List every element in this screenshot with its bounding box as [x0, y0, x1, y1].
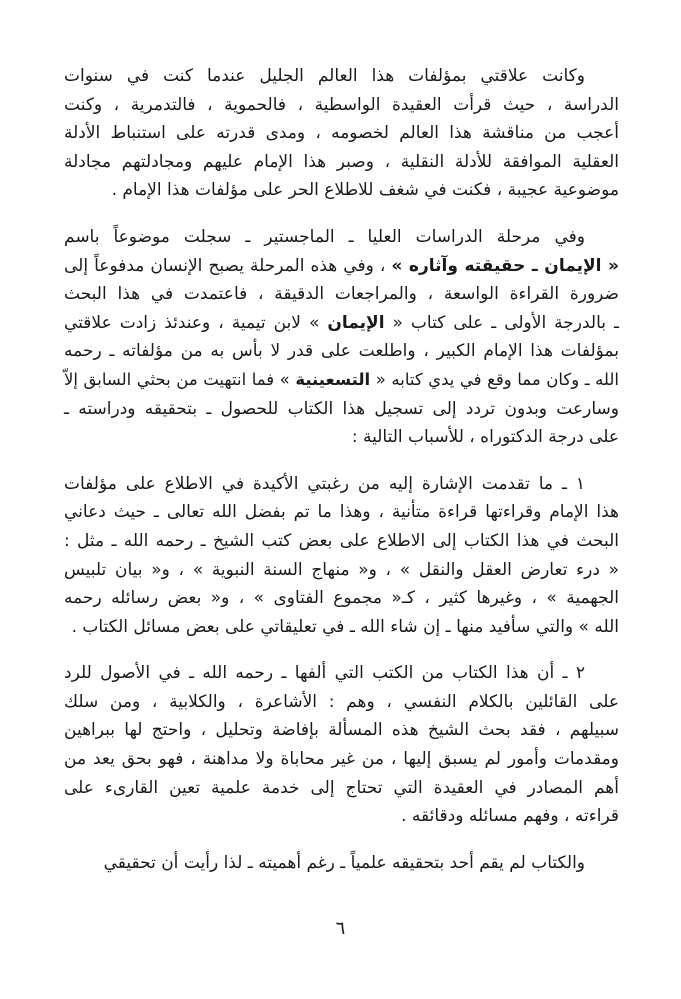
text-segment: ٢ ـ أن هذا الكتاب من الكتب التي ألفها ـ رحمه الله ـ في الأصول للرد	[64, 663, 585, 684]
text-line	[64, 659, 619, 688]
text-segment: ومقدمات وأمور لم يسبق إليها ، من غير محاباة ولا مداهنة ، فهو بحق يعد من	[64, 749, 619, 770]
text-line	[64, 252, 619, 281]
bold-title: التسعينية	[295, 369, 371, 389]
paragraph	[64, 659, 619, 831]
text-line	[64, 688, 619, 717]
text-segment: قراءته ، وفهم مسائله ودقائقه .	[401, 806, 619, 827]
paragraph	[64, 62, 619, 205]
text-segment: » فما انتهيت من بحثي السابق إلاّ	[64, 369, 296, 389]
text-segment: الجهمية » ، وغيرها كثير ، كـ« مجموع الفتاوى » ، و« بعض رسائله رحمه	[64, 588, 619, 609]
text-segment: البحث في هذا الكتاب إلى الاطلاع على بعض كتب الشيخ ـ رحمه الله ـ مثل :	[64, 530, 619, 551]
text-segment: على القائلين بالكلام النفسي ، وهم : الأشاعرة ، والكلابية ، ومن سلك	[64, 691, 619, 712]
text-line	[64, 716, 619, 745]
text-line	[64, 470, 619, 499]
text-line	[64, 527, 619, 556]
text-line	[64, 613, 619, 642]
text-segment: سبيلهم ، فقد بحث الشيخ هذه المسألة بإفاضة وتحليل ، واحتج لها ببراهين	[64, 720, 619, 741]
text-segment: الدراسة ، حيث قرأت العقيدة الواسطية ، فالحموية ، فالتدمرية ، وكنت	[64, 94, 619, 115]
text-segment: ١ ـ ما تقدمت الإشارة إليه من رغبتي الأكيدة في الاطلاع على مؤلفات	[64, 473, 585, 494]
text-segment: موضوعية عجيبة ، فكنت في شغف للاطلاع الحر على مؤلفات هذا الإمام .	[111, 180, 619, 201]
text-line	[64, 280, 619, 309]
text-line	[64, 337, 619, 366]
text-line	[64, 556, 619, 585]
text-line	[64, 148, 619, 177]
text-segment: والكتاب لم يقم أحد بتحقيقه علمياً ـ رغم أهميته ـ لذا رأيت أن تحقيقي	[103, 852, 585, 873]
text-segment: وكانت علاقتي بمؤلفات هذا العالم الجليل عندما كنت في سنوات	[64, 66, 585, 86]
paragraph	[64, 470, 619, 642]
text-line	[64, 176, 619, 205]
text-segment: الله ـ وكان مما وقع في يدي كتابه «	[370, 369, 619, 389]
page-number: ٦	[335, 918, 346, 939]
paragraph	[64, 849, 619, 878]
text-line	[64, 91, 619, 120]
text-line	[64, 584, 619, 613]
text-segment: « درء تعارض العقل والنقل » ، و« منهاج السنة النبوية » ، و« بيان تلبيس	[64, 559, 619, 580]
text-line	[64, 119, 619, 148]
text-segment: وسارعت وبدون تردد إلى تسجيل هذا الكتاب للحصول ـ بتحقيقه ودراسته ـ	[64, 398, 619, 419]
text-line	[64, 774, 619, 803]
text-line	[64, 802, 619, 831]
bold-title: الإيمان	[327, 312, 385, 333]
text-line	[64, 395, 619, 424]
text-segment: الله » والتي سأفيد منها ـ إن شاء الله ـ في تعليقاتي على بعض مسائل الكتاب .	[71, 616, 619, 637]
text-segment: أعجب من مناقشة هذا العالم لخصومه ، ومدى قدرته على استنباط الأدلة	[64, 123, 619, 144]
paragraph	[64, 223, 619, 452]
text-segment: هذا الإمام وقراءتها قراءة متأنية ، وهذا ما تم بفضل الله تعالى ـ حيث دعاني	[64, 502, 619, 523]
text-segment: العقلية الموافقة للأدلة النقلية ، وصبر هذا الإمام عليهم ومجادلتهم مجادلة	[64, 151, 619, 172]
text-line	[64, 423, 619, 452]
text-segment: ـ بالدرجة الأولى ـ على كتاب «	[384, 312, 619, 333]
text-line	[64, 223, 619, 252]
text-segment: ، وفي هذه المرحلة يصبح الإنسان مدفوعاً إلى	[64, 255, 392, 276]
text-segment: وفي مرحلة الدراسات العليا ـ الماجستير ـ سجلت موضوعاً باسم	[64, 226, 585, 247]
text-line	[64, 745, 619, 774]
text-line	[64, 62, 619, 91]
text-segment: بمؤلفات هذا الإمام الكبير ، واطلعت على قدر لا بأس به من مؤلفاته ـ رحمه	[64, 341, 619, 362]
text-segment: » لابن تيمية ، وعندئذ زادت علاقتي	[64, 312, 328, 333]
text-segment: ضرورة القراءة الواسعة ، والمراجعات الدقيقة ، فاعتمدت في هذا البحث	[64, 284, 619, 305]
text-line	[64, 498, 619, 527]
page-body	[64, 62, 619, 895]
text-line	[64, 309, 619, 338]
text-line	[64, 849, 619, 878]
text-line	[64, 366, 619, 395]
text-segment: على درجة الدكتوراه ، للأسباب التالية :	[351, 427, 619, 448]
text-segment: أهم المصادر في العقيدة التي تحتاج إلى خدمة علمية تعين القارىء على	[64, 777, 619, 798]
bold-title: « الإيمان ـ حقيقته وآثاره »	[391, 255, 620, 276]
